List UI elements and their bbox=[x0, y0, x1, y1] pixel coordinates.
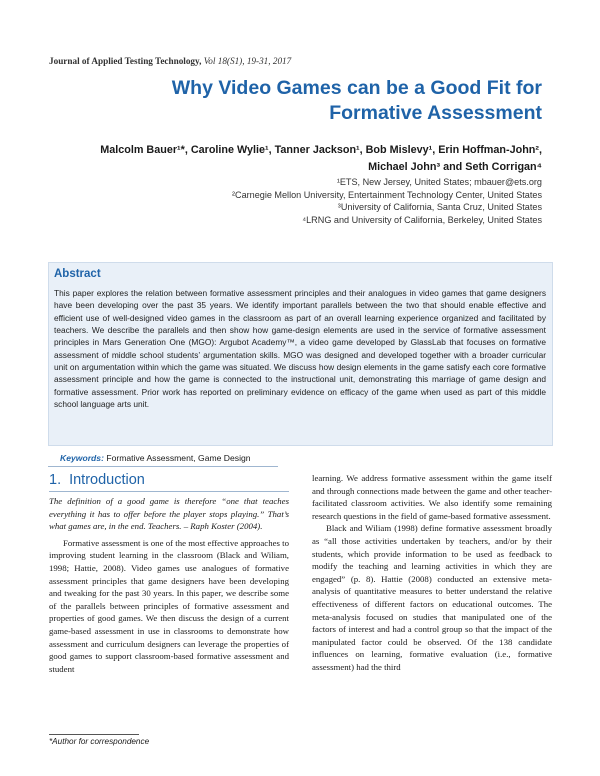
authors-line-1: Malcolm Bauer¹*, Caroline Wylie¹, Tanner Jackson¹, Bob Mislevy¹, Erin Hoffman-John², bbox=[100, 144, 542, 156]
keywords-line bbox=[60, 453, 251, 463]
keywords-divider bbox=[48, 466, 278, 467]
journal-volume: Vol 18(S1), 19-31, 2017 bbox=[203, 56, 292, 66]
footnote-divider bbox=[49, 734, 139, 735]
right-column bbox=[312, 472, 552, 674]
footnote: *Author for correspondence bbox=[49, 737, 150, 746]
affiliation-4: ⁴LRNG and University of California, Berkeley, United States bbox=[302, 214, 542, 225]
paper-title bbox=[72, 76, 542, 126]
affiliation-2: ²Carnegie Mellon University, Entertainment Technology Center, United States bbox=[231, 189, 542, 200]
affiliation-1: ¹ETS, New Jersey, United States; mbauer@ets.org bbox=[336, 177, 542, 187]
journal-name: Journal of Applied Testing Technology, bbox=[49, 56, 202, 66]
epigraph-quote: The definition of a good game is therefore “one that teaches everything it has to offer before the player stops playing.” That’s what games are, in the end. Teachers. – Raph Koster (2004). bbox=[49, 496, 289, 532]
title-line-1: Why Video Games can be a Good Fit for bbox=[171, 77, 542, 99]
section-heading bbox=[49, 472, 289, 492]
right-paragraph-2: Black and Wiliam (1998) define formative assessment broadly as “all those activities undertaken by teachers, and/or by their students, which provide information to be used as feedback to modify the teaching and learning activities in which they are engaged” (p. 8). Hattie (2008) conducted an extensive meta-analysis of quantitative measures to better understand the relative effectiveness of different factors on educational outcomes. The meta-analysis focused on studies that manipulated one of the factors of interest and had a control group so that the impact of the manipulated factor could be observed. Of the 138 candidate influences on learning, formative evaluation (i.e., formative assessment) had the third bbox=[312, 523, 552, 672]
left-column bbox=[49, 495, 289, 675]
title-line-2: Formative Assessment bbox=[329, 102, 542, 124]
abstract-heading: Abstract bbox=[54, 268, 101, 280]
author-list bbox=[72, 142, 542, 175]
keywords-value: Formative Assessment, Game Design bbox=[106, 453, 251, 463]
intro-paragraph: Formative assessment is one of the most effective approaches to improving student learning in the classroom (Black and Wiliam, 1998; Hattie, 2008). Video games use analogues of formative assessment principles that game designers have been developing and tweaking for the past 30 years. In this paper, we describe some of the parallels between principles of formative assessment and properties of good games. We then discuss the design of a current game-based assessment in use in classrooms to demonstrate how assessment and curriculum designers can leverage the properties of good games to support classroom-based formative assessment and student bbox=[49, 537, 289, 674]
abstract-text: This paper explores the relation between formative assessment principles and their analogues in video games that game designers have been developing over the past 35 years. We identify important parallels between the two that should enable effective and efficient use of well-designed video games in the classroom as part of an overall learning experience organized and facilitated by teachers. We describe the parallels and then show how game-design elements are used in the service of formative assessment principles in Mars Generation One (MGO): Argubot Academy™, a video game developed by GlassLab that focuses on formative assessment of middle school students’ argumentation skills. MGO was designed and developed together with a broader curricular unit on argumentation within which the game was situated. We discuss how design elements in the game satisfy each core formative assessment principle and how the game is connected to the instructional unit, demonstrating this marriage of game design and formative assessment. Prior work has reported on preliminary evidence on efficacy of the game when used as part of this middle school language arts unit. bbox=[54, 288, 546, 410]
authors-line-2: Michael John³ and Seth Corrigan⁴ bbox=[368, 160, 542, 173]
affiliation-3: ³University of California, Santa Cruz, United States bbox=[337, 202, 542, 212]
affiliation-list bbox=[72, 176, 542, 226]
right-paragraph-1: learning. We address formative assessment within the game itself and through connections made between the game and other teacher-facilitated classroom activities. We also identify some remaining research questions in the field of game-based formative assessment. bbox=[312, 473, 552, 521]
keywords-label: Keywords: bbox=[60, 453, 104, 463]
journal-citation bbox=[49, 56, 291, 66]
section-number: 1. bbox=[49, 472, 62, 488]
section-title: Introduction bbox=[69, 472, 145, 488]
